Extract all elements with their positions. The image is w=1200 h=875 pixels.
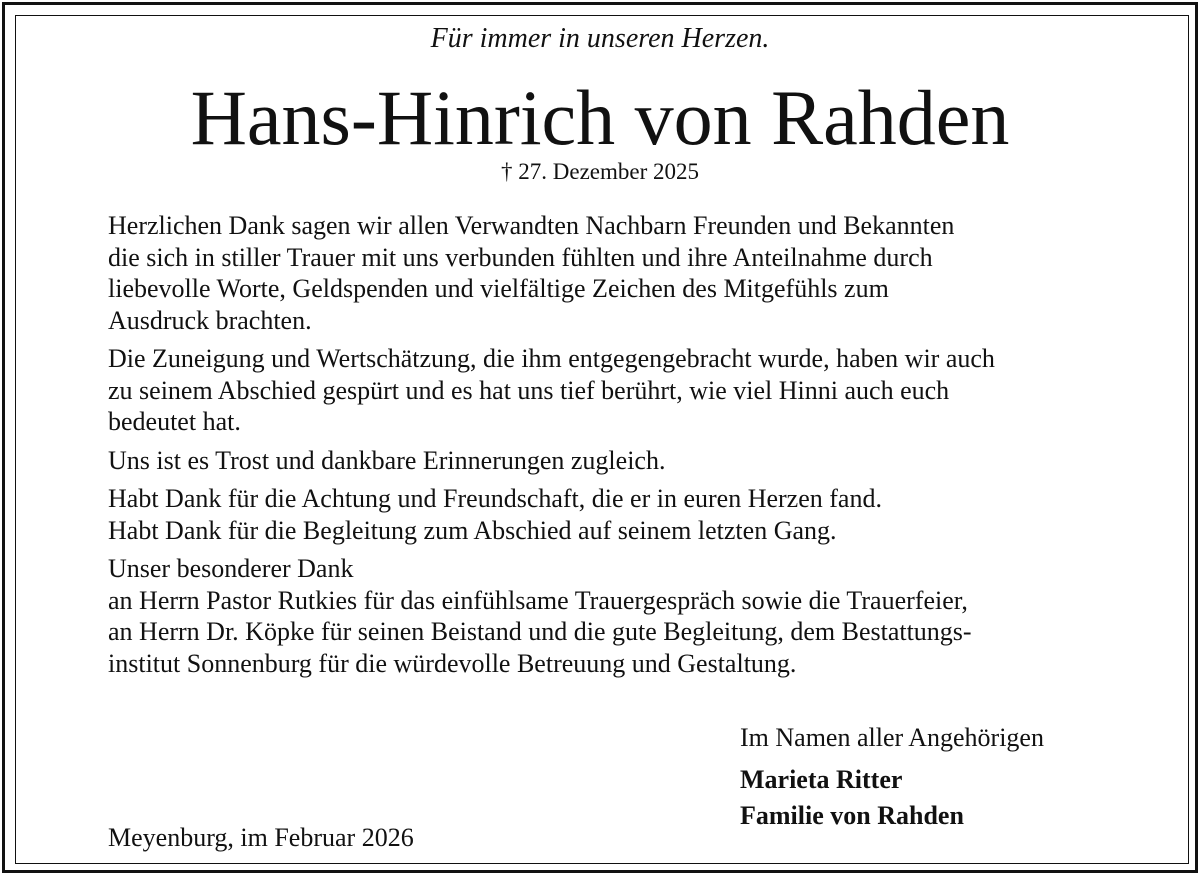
text-line: Habt Dank für die Begleitung zum Abschied auf seinem letzten Gang. [108,515,837,545]
motto: Für immer in unseren Herzen. [430,23,770,54]
text-line: Herzlichen Dank sagen wir allen Verwandten Nachbarn Freunden und Bekannten [108,211,955,240]
text-line: die sich in stiller Trauer mit uns verbunden fühlten und ihre Anteilnahme durch [108,242,933,272]
text-line: liebevolle Worte, Geldspenden und vielfältige Zeichen des Mitgefühls zum [108,274,889,303]
deceased-name: Hans-Hinrich von Rahden [190,74,1010,161]
text-line: Habt Dank für die Achtung und Freundschaft, die er in euren Herzen fand. [108,484,882,513]
text-line: zu seinem Abschied gespürt und es hat uns tief berührt, wie viel Hinni auch euch [108,375,950,405]
text-line: institut Sonnenburg für die würdevolle Betreuung und Gestaltung. [108,648,797,678]
paragraph-gratitude [108,483,1118,546]
text-line: Unser besonderer Dank [108,554,354,583]
death-date: † 27. Dezember 2025 [501,159,699,184]
text-line: Die Zuneigung und Wertschätzung, die ihm entgegengebracht wurde, haben wir auch [108,344,995,373]
paragraph-special-thanks [108,553,1118,679]
text-line: bedeutet hat. [108,407,241,436]
text-line: Uns ist es Trost und dankbare Erinnerungen zugleich. [108,445,666,475]
text-line: an Herrn Dr. Köpke für seinen Beistand und die gute Begleitung, dem Bestattungs- [108,617,972,646]
text-line: an Herrn Pastor Rutkies für das einfühlsame Trauergespräch sowie die Trauerfeier, [108,585,968,615]
signature-family: Familie von Rahden [740,801,964,830]
paragraph-thanks [108,210,1118,336]
text-line: Ausdruck brachten. [108,305,312,335]
signature-name: Marieta Ritter [740,765,903,794]
place-date: Meyenburg, im Februar 2026 [108,823,414,852]
paragraph-appreciation [108,343,1118,438]
signature-intro: Im Namen aller Angehörigen [740,723,1044,752]
paragraph-comfort [108,445,1118,477]
thanks-text [108,210,1118,682]
